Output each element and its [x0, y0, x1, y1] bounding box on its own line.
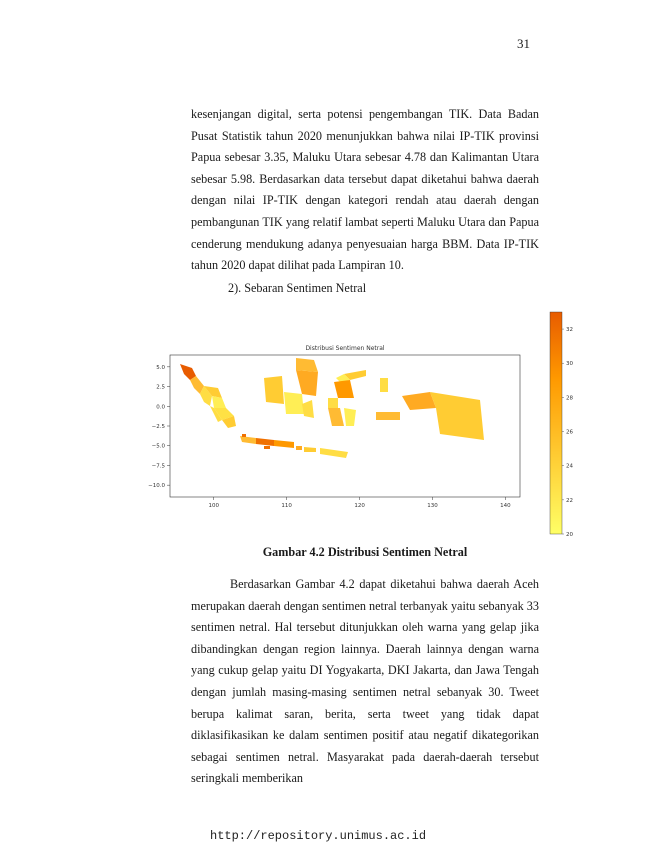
y-tick-label: −7.5 — [151, 463, 165, 470]
province-kalimantan-barat — [264, 376, 284, 404]
y-tick-label: −10.0 — [148, 483, 165, 490]
chart-title: Distribusi Sentimen Netral — [305, 345, 385, 352]
colorbar-tick-label: 26 — [566, 429, 573, 436]
y-axis-ticks — [148, 365, 170, 489]
x-axis-ticks — [209, 497, 512, 509]
figure-caption: Gambar 4.2 Distribusi Sentimen Netral — [262, 545, 468, 559]
y-tick-label: 5.0 — [156, 364, 165, 371]
colorbar-ticks — [562, 327, 573, 538]
colorbar-tick-label: 20 — [566, 532, 573, 538]
province-dki-jakarta — [242, 434, 246, 437]
y-tick-label: −2.5 — [151, 424, 165, 430]
x-tick-label: 100 — [208, 503, 219, 509]
section-subheading: 2). Sebaran Sentimen Netral — [228, 281, 367, 295]
x-tick-label: 120 — [354, 503, 365, 509]
body-paragraph-1: kesenjangan digital, serta potensi pengembangan TIK. Data Badan Pusat Statistik tahun 2020 menunjukkan bahwa nilai IP-TIK provinsi Papua sebesar 3.35, Maluku Utara sebesar 4.78 dan Kalimantan Utara sebesar 5.98. Berdasarkan data tersebut dapat diketahui bahwa daerah dengan nilai IP-TIK dengan kategori rendah atau daerah dengan pembangunan TIK yang relatif lambat seperti Maluku Utara dan Papua cenderung mendukung adanya penyesuaian harga BBM. Data IP-TIK tahun 2020 dapat dilihat pada Lampiran 10. — [191, 107, 539, 273]
province-sulawesi-barat — [328, 398, 338, 408]
province-di-yogyakarta — [264, 446, 270, 449]
colorbar-tick-label: 28 — [566, 395, 573, 402]
page-number: 31 — [517, 36, 530, 51]
colorbar-tick-label: 30 — [566, 361, 573, 368]
sentiment-map-chart — [140, 300, 580, 540]
province-maluku-utara — [380, 378, 388, 392]
body-paragraph-2: Berdasarkan Gambar 4.2 dapat diketahui bahwa daerah Aceh merupakan daerah dengan sentimen netral terbanyak yaitu sebanyak 33 sentimen netral. Hal tersebut ditunjukkan oleh warna yang gelap jika dibandingkan dengan region lainnya. Daerah lainnya dengan warna yang cukup gelap yaitu DI Yogyakarta, DKI Jakarta, dan Jawa Tengah dengan jumlah masing-masing sentimen netral sebanyak 30. Tweet berupa kalimat saran, berita, serta tweet yang tidak dapat diklasifikasikan ke dalam sentimen positif atau negatif dikategorikan sebagai sentimen netral. Masyarakat pada daerah-daerah tersebut seringkali memberikan — [191, 577, 539, 786]
x-tick-label: 110 — [281, 503, 292, 509]
x-tick-label: 130 — [427, 503, 438, 509]
province-kalimantan-tengah — [284, 392, 304, 414]
colorbar-tick-label: 32 — [566, 327, 573, 334]
colorbar-tick-label: 24 — [566, 463, 573, 470]
province-bali — [296, 446, 302, 450]
y-tick-label: 0.0 — [156, 404, 165, 411]
sentiment-map-figure — [140, 300, 580, 540]
footer-url: http://repository.unimus.ac.id — [210, 829, 427, 843]
x-tick-label: 140 — [500, 503, 511, 509]
y-tick-label: −5.0 — [151, 443, 165, 450]
province-sulawesi-tenggara — [344, 408, 356, 426]
province-maluku — [376, 412, 400, 420]
colorbar — [550, 312, 562, 534]
colorbar-tick-label: 22 — [566, 497, 573, 504]
y-tick-label: 2.5 — [156, 384, 165, 391]
